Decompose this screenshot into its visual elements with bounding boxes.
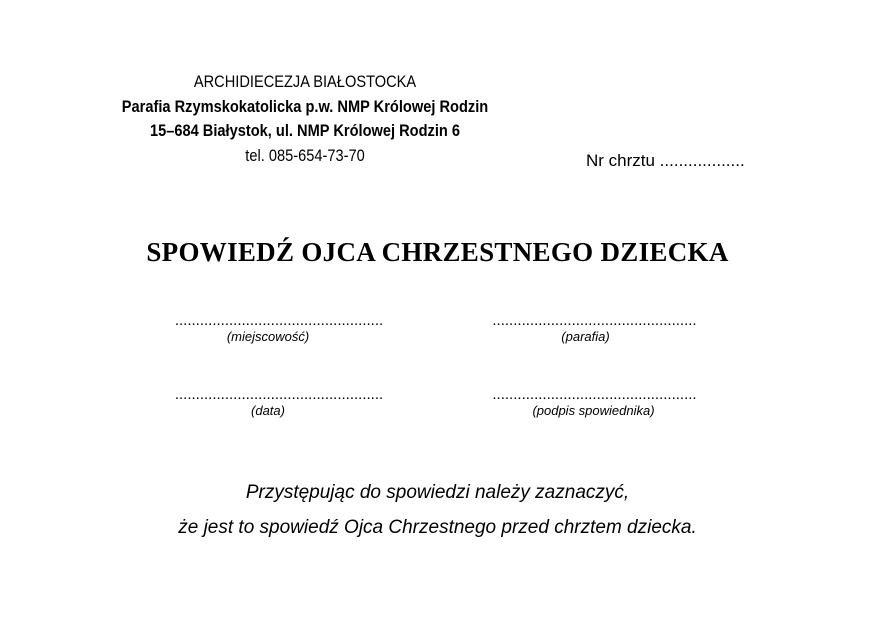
signature-line: ................................................. [492,387,697,403]
archdiocese-name: ARCHIDIECEZJA BIAŁOSTOCKA [193,72,417,91]
confessor-signature-field [467,387,722,419]
parish-phone: tel. 085-654-73-70 [245,145,365,165]
baptism-number-field: Nr chrztu .................. [586,151,745,170]
place-field [146,313,412,345]
date-field [146,387,412,419]
signature-caption: (podpis spowiednika) [532,403,655,418]
parish-caption: (parafia) [561,329,610,344]
parish-address: 15–684 Białystok, ul. NMP Królowej Rodzin 6 [149,121,461,140]
parish-line: ................................................. [492,313,697,329]
notice-line-1: Przystępując do spowiedzi należy zaznaczyć, [245,482,630,503]
place-line: .................................................. [174,313,384,329]
place-caption: (miejscowość) [226,329,310,344]
parish-field [467,313,722,345]
document-title: SPOWIEDŹ OJCA CHRZESTNEGO DZIECKA [146,237,729,267]
notice-line-2: że jest to spowiedź Ojca Chrzestnego przed chrztem dziecka. [178,517,697,538]
date-caption: (data) [251,403,285,418]
parish-header [70,70,540,168]
date-line: .................................................. [174,387,384,403]
parish-name: Parafia Rzymskokatolicka p.w. NMP Królowej Rodzin [121,96,489,116]
